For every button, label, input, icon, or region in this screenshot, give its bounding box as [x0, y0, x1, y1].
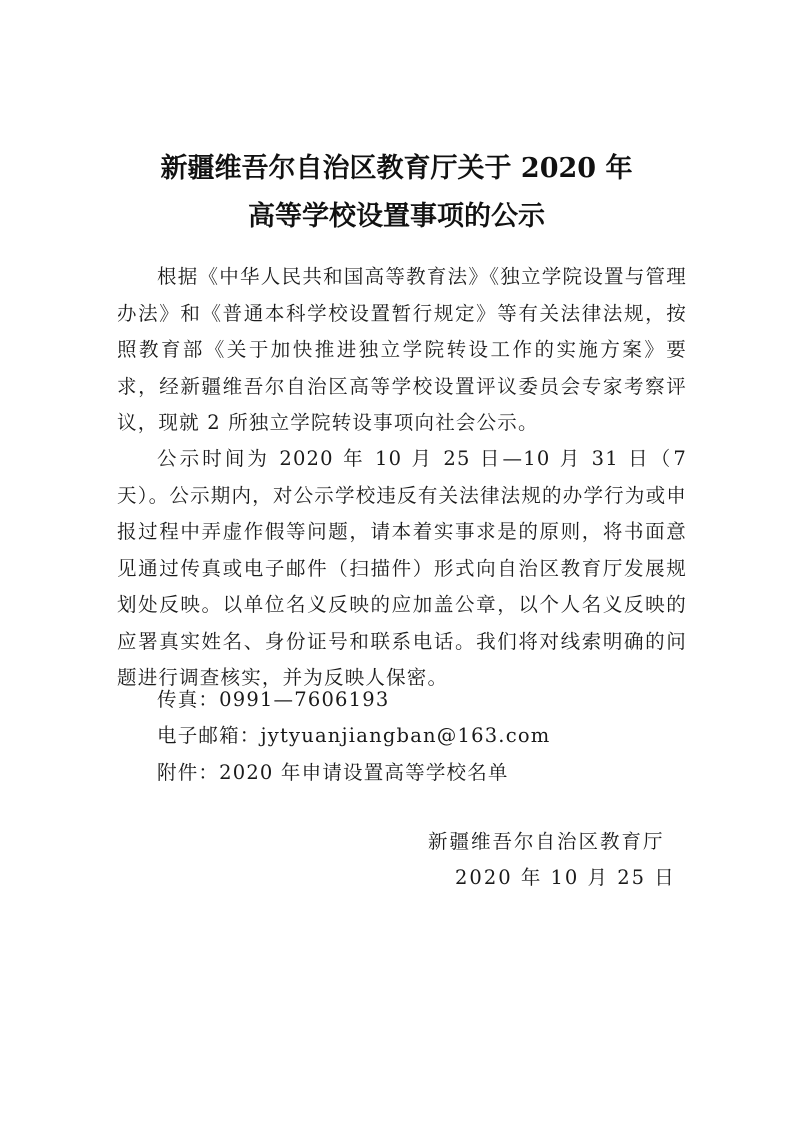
body-paragraph-2-container	[117, 441, 687, 697]
email-line: 电子邮箱：jytyuanjiangban@163.com	[157, 724, 551, 747]
document-title-line-1: 新疆维吾尔自治区教育厅关于 2020 年	[160, 153, 633, 184]
body-paragraph-1: 根据《中华人民共和国高等教育法》《独立学院设置与管理办法》和《普通本科学校设置暂行规定》等有关法律法规，按照教育部《关于加快推进独立学院转设工作的实施方案》要求，经新疆维吾尔自治区高等学校设置评议委员会专家考察评议，现就 2 所独立学院转设事项向社会公示。	[117, 265, 687, 434]
signature-organization: 新疆维吾尔自治区教育厅	[428, 830, 665, 853]
fax-line: 传真：0991—7606193	[157, 688, 390, 711]
document-title-line-2: 高等学校设置事项的公示	[248, 201, 545, 232]
body-paragraph-2: 公示时间为 2020 年 10 月 25 日—10 月 31 日（7 天）。公示期内，对公示学校违反有关法律法规的办学行为或申报过程中弄虚作假等问题，请本着实事求是的原则，将书面意见通过传真或电子邮件（扫描件）形式向自治区教育厅发展规划处反映。以单位名义反映的应加盖公章，以个人名义反映的应署真实姓名、身份证号和联系电话。我们将对线索明确的问题进行调查核实，并为反映人保密。	[117, 447, 687, 689]
body-paragraph-1-container	[117, 259, 687, 442]
attachment-line: 附件：2020 年申请设置高等学校名单	[157, 761, 509, 784]
signature-date: 2020 年 10 月 25 日	[455, 866, 676, 889]
